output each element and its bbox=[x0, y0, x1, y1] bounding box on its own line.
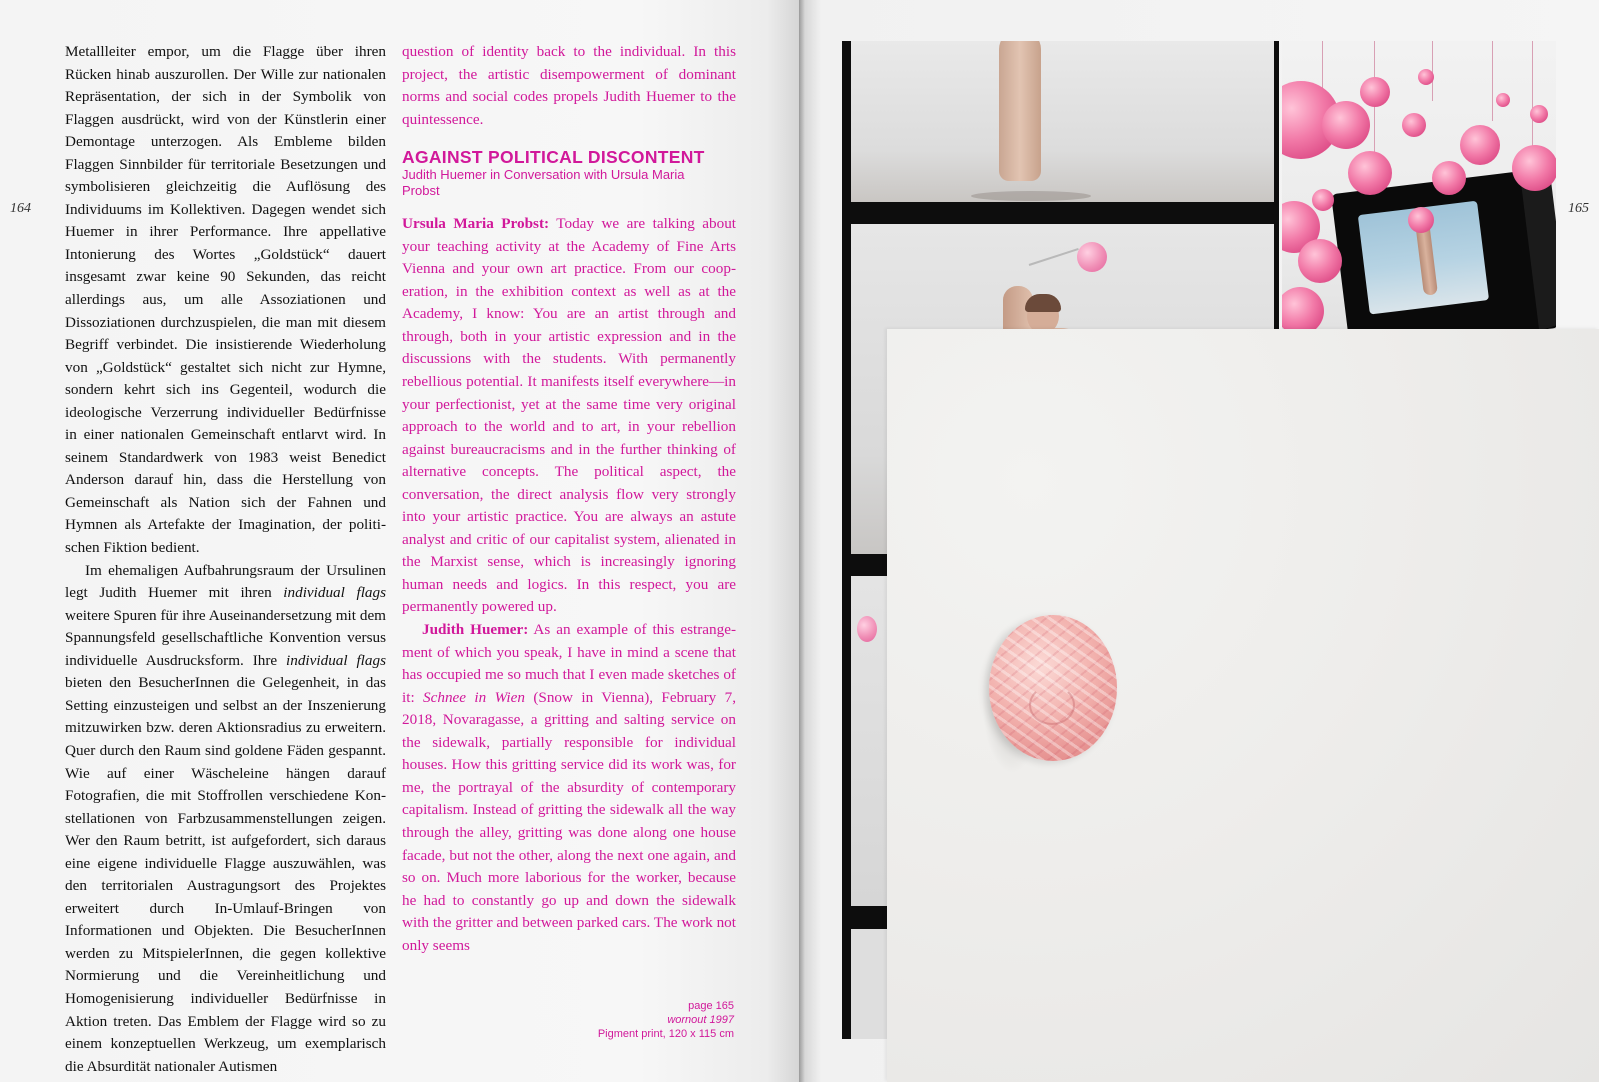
german-paragraph-1: Metallleiter empor, um die Flagge über ihren Rücken hinab auszurollen. Der Wille zur nationalen Repräsentation, der sich in der Symbolik von Flaggen ausdrückt, wird von der Künstlerin einer Demontage unterzogen. Als Embleme bilden Flaggen Sinnbilder für territoriale Besetzungen und symbolisieren gleichzeitig die Auflösung des Individuums im Kollektiven. Dagegen wendet sich Huemer in ihrer Performance. Ihre appellative Intonierung des Wortes „Goldstück“ dauert insgesamt zwar keine 90 Sekunden, das reicht allerdings aus, um alle Assoziationen und Dissoziationen durchzuspielen, die man mit diesem Begriff verbindet. Die insistierende Wiederholung von „Goldstück“ gestaltet sich nicht zur Hymne, sondern kehrt sich ins Gegenteil, wodurch die ideologische Verzerrung individueller Bedürfnisse in einer nationalen Gemeinschaft entlarvt wird. In seinem Standardwerk von 1983 weist Benedict Anderson darauf hin, dass die Herstellung von Gemeinschaft als Nation sich der Fahnen und Hymnen als Artefakte der Imagination, der politischen Fiktion bedient. bbox=[65, 43, 386, 557]
work-title-individual-flags: individual flags bbox=[283, 584, 387, 602]
pink-fabric-ball bbox=[989, 615, 1117, 761]
film-frame-1 bbox=[851, 41, 1274, 202]
interview-question-1: Ursula Maria Probst: Today we are talking about your teaching activity at the Academy of Fine Arts Vienna and your own art practice. From our cooperation, in the exhibition context as well as at the Academy, I know: You are an artist through and through, both in your artistic expression and in the discussions with the students. With permanently rebellious potential. It manifests itself everywhere—in your perfectionist, yet at the same time very original approach to the world and to art, in your rebellion against bureaucracisms and in the further thinking of alternative concepts. The political aspect, the conversation, the direct analysis flow very strongly into your artistic practice. You are always an astute analyst and critic of our capitalist system, alienated in the Marxist sense, which is increasingly ignoring human needs and logics. In this respect, you are permanently powered up. bbox=[402, 215, 737, 616]
pink-pompom bbox=[1282, 287, 1324, 329]
speaker-probst: Ursula Maria Probst: bbox=[402, 215, 550, 233]
pink-pompom bbox=[1360, 77, 1390, 107]
speaker-huemer: Judith Huemer: bbox=[422, 621, 529, 639]
pink-pompom bbox=[1402, 113, 1426, 137]
german-paragraph-2: Im ehemaligen Aufbahrungsraum der Ursulinen legt Judith Huemer mit ihren individual flags weitere Spuren für ihre Auseinandersetzung mit dem Spannungsfeld gesellschaftliche Konvention versus individuelle Ausdrucksform. Ihre individual flags bieten den BesucherInnen die Gelegenheit, in das Setting einzusteigen und selbst an der Inszenierung mitzuwirken bzw. deren Aktionsradius zu erweitern. Quer durch den Raum sind goldene Fäden gespannt. Wie auf einer Wäscheleine hängen darauf Fotografien, die mit Stoffrollen verschiedene Konstellationen von Farbzusammenstellungen zeigen. Wer den Raum betritt, ist aufgefordert, sich daraus eine eigene individuelle Flagge auszuwählen, was den territorialen Austragungsort des Projektes erweitert durch In-Umlauf-Bringen von Informationen und Objekten. Die BesucherInnen werden zu MitspielerInnen, die gegen kollektive Normierung und die Vereinheitlichung und Homogenisierung individueller Bedürfnisse in Aktion treten. Das Emblem der Flagge wird so zu einem konzeptuellen Werkzeug, um exemplarisch die Absurdität nationaler Autismen bbox=[65, 561, 387, 1075]
pink-pompom bbox=[1496, 93, 1510, 107]
pink-pompom bbox=[1408, 207, 1434, 233]
caption-title: wornout 1997 bbox=[667, 1014, 734, 1026]
page-number-left: 164 bbox=[10, 201, 31, 216]
pink-pompom bbox=[1530, 105, 1548, 123]
caption-medium: Pigment print, 120 x 115 cm bbox=[597, 1028, 734, 1040]
wornout-photo bbox=[887, 329, 1599, 1082]
pink-pompom bbox=[1418, 69, 1434, 85]
page-number-right: 165 bbox=[1568, 201, 1589, 216]
caption-page: page 165 bbox=[688, 1000, 734, 1012]
pink-ball bbox=[857, 616, 877, 642]
work-title-individual-flags: individual flags bbox=[286, 651, 386, 669]
pink-pompom bbox=[1432, 161, 1466, 195]
pink-pompom bbox=[1460, 125, 1500, 165]
interview-subheading: Judith Huemer in Conversation with Ursula Maria Probst bbox=[402, 167, 685, 199]
pink-pompom bbox=[1512, 145, 1556, 191]
left-page bbox=[0, 0, 799, 1082]
installation-photo bbox=[1282, 41, 1556, 329]
pink-ball bbox=[1077, 242, 1107, 272]
pink-pompom bbox=[1312, 189, 1334, 211]
pink-pompom bbox=[1348, 151, 1392, 195]
german-text-column bbox=[65, 41, 386, 1078]
standing-figure bbox=[999, 41, 1041, 181]
english-text-column bbox=[402, 41, 736, 957]
pink-pompom bbox=[1322, 101, 1370, 149]
interview-answer-1: Judith Huemer: As an example of this estrangement of which you speak, I have in mind a scene that has occupied me so much that I even made sketches of it: Schnee in Wien (Snow in Vienna), February 7, 2018, Novaragasse, a gritting and salting service on the sidewalk, partially responsible for individual houses. How this gritting service did its work was, for me, the portrayal of the absurdity of contemporary capitalism. Instead of gritting the sidewalk all the way through the alley, gritting was done along one house facade, but not the other, along the next one again, and so on. Much more laborious for the worker, because he had to constantly go up and down the sidewalk with the gritter and between parked cars. The work not only seems bbox=[402, 621, 737, 954]
interview-heading: AGAINST POLITICAL DISCONTENT bbox=[402, 147, 705, 168]
english-intro-paragraph: question of identity back to the individual. In this project, the artistic disempowerment of dominant norms and social codes propels Judith Huemer to the quintessence. bbox=[402, 43, 736, 128]
image-caption bbox=[560, 999, 734, 1041]
pink-pompom bbox=[1298, 239, 1342, 283]
work-title-schnee-in-wien: Schnee in Wien bbox=[423, 688, 525, 706]
